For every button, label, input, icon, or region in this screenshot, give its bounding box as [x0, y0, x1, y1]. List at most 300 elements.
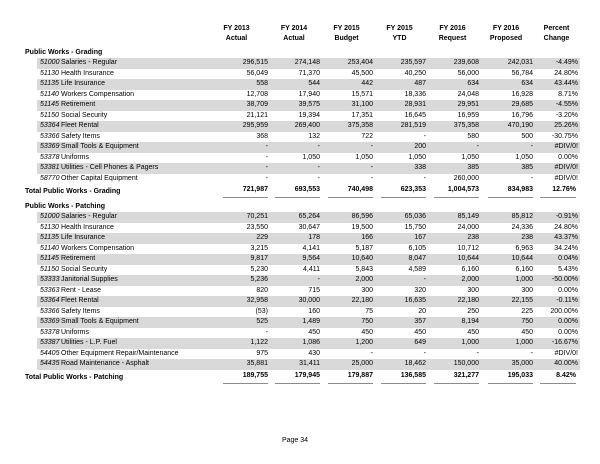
account-code: 53333	[40, 276, 60, 283]
value-cell: 22,180	[426, 296, 479, 307]
table-row	[25, 244, 580, 255]
section-total-row	[25, 184, 580, 198]
row-label-cell	[37, 307, 205, 318]
account-code: 53366	[40, 132, 60, 140]
value-cell: 24,048	[457, 90, 479, 98]
value-cell: 296,515	[205, 58, 268, 69]
value-cell: 229	[205, 233, 268, 244]
account-code: 53387	[40, 339, 60, 346]
value-cell: 375,358	[426, 121, 479, 132]
total-label: Total Public Works - Patching	[25, 373, 124, 381]
percent-cell: 24.80%	[554, 69, 578, 77]
value-cell: 500	[521, 132, 533, 140]
value-cell: 18,462	[373, 359, 426, 370]
value-cell: 6,963	[515, 244, 533, 252]
value-cell: -	[265, 174, 268, 182]
value-cell: 450	[521, 328, 533, 336]
row-label: Small Tools & Equipment	[61, 143, 139, 150]
account-code: 53369	[40, 143, 60, 150]
row-indent	[25, 90, 37, 101]
total-value: 189,755	[223, 370, 268, 384]
value-cell: 250	[467, 307, 479, 315]
row-label-cell	[37, 328, 205, 339]
value-cell: 715	[308, 286, 320, 294]
value-cell: 56,784	[511, 69, 533, 77]
value-cell: 38,709	[205, 100, 268, 111]
table-row	[25, 338, 580, 349]
value-cell: 750	[320, 317, 373, 328]
account-code: 54435	[40, 360, 60, 367]
value-cell: 235,597	[373, 58, 426, 69]
row-label-cell	[37, 223, 205, 234]
value-cell: 295,959	[205, 121, 268, 132]
value-cell: 242,031	[479, 58, 533, 69]
table-row	[25, 153, 580, 164]
value-cell: 1,086	[268, 338, 320, 349]
value-cell: 85,149	[426, 212, 479, 223]
value-cell: -	[265, 153, 268, 161]
table-row	[25, 233, 580, 244]
value-cell: 1,122	[205, 338, 268, 349]
section-header-row	[25, 201, 580, 212]
row-indent	[25, 328, 37, 339]
value-cell: 2,000	[426, 275, 479, 286]
percent-cell: 0.00%	[558, 328, 578, 336]
value-cell: 470,190	[479, 121, 533, 132]
value-cell: 1,050	[302, 153, 320, 161]
row-label: Small Tools & Equipment	[61, 318, 139, 325]
total-value-cell	[268, 370, 320, 384]
row-indent	[25, 132, 37, 143]
value-cell: 225	[521, 307, 533, 315]
value-cell: 75	[365, 307, 373, 315]
account-code: 51140	[40, 244, 59, 252]
value-cell: -	[268, 142, 320, 153]
value-cell: 442	[320, 79, 373, 90]
value-cell: 975	[256, 349, 268, 357]
value-cell: 430	[308, 349, 320, 357]
percent-cell: 43.37%	[533, 233, 580, 244]
account-code: 53363	[40, 286, 60, 294]
row-label: Other Capital Equipment	[61, 174, 138, 182]
header-spacer	[25, 24, 205, 47]
percent-cell: -3.20%	[555, 111, 578, 119]
table-row	[25, 307, 580, 318]
row-label-cell	[37, 286, 205, 297]
value-cell: 166	[320, 233, 373, 244]
value-cell: -	[426, 142, 479, 153]
account-code: 51150	[40, 265, 59, 273]
value-cell: 5,187	[355, 244, 373, 252]
total-value-cell	[373, 370, 426, 384]
table-row	[25, 121, 580, 132]
percent-cell: 0.00%	[533, 317, 580, 328]
account-code: 51150	[40, 111, 59, 119]
percent-cell: -4.49%	[533, 58, 580, 69]
value-cell: 35,000	[479, 359, 533, 370]
value-cell: 260,000	[453, 174, 479, 182]
percent-cell: 34.24%	[554, 244, 578, 252]
row-label: Social Security	[61, 265, 108, 273]
value-cell: 24,000	[457, 223, 479, 231]
total-percent-cell	[533, 370, 580, 384]
value-cell: 649	[373, 338, 426, 349]
row-label-cell	[37, 142, 205, 153]
total-value: 321,277	[434, 370, 479, 384]
value-cell: 1,000	[426, 338, 479, 349]
value-cell: 56,049	[246, 69, 268, 77]
value-cell: 1,050	[461, 153, 479, 161]
table-row	[25, 90, 580, 101]
row-label-cell	[37, 349, 205, 360]
row-label: Retirement	[61, 101, 96, 108]
row-label-cell	[37, 212, 205, 223]
value-cell: 31,411	[268, 359, 320, 370]
value-cell: 487	[373, 79, 426, 90]
column-header-row	[25, 24, 580, 47]
row-indent	[25, 142, 37, 153]
row-label-cell	[37, 69, 205, 80]
row-label-cell	[37, 275, 205, 286]
account-code: 51135	[40, 80, 59, 87]
value-cell: 269,400	[268, 121, 320, 132]
value-cell: 3,215	[250, 244, 268, 252]
spacer-row	[25, 384, 580, 387]
value-cell: 4,411	[303, 265, 320, 273]
total-value: 834,983	[488, 184, 533, 198]
value-cell: 32,958	[205, 296, 268, 307]
column-header: FY 2013 Actual	[223, 25, 250, 42]
value-cell: 30,000	[268, 296, 320, 307]
row-label: Safety Items	[61, 132, 100, 140]
percent-cell: 40.00%	[533, 359, 580, 370]
value-cell: -	[476, 349, 479, 357]
value-cell: 19,394	[298, 111, 320, 119]
value-cell: 6,160	[461, 265, 479, 273]
value-cell: -	[370, 349, 373, 357]
column-header: FY 2015 YTD	[386, 25, 413, 42]
value-cell: -	[320, 142, 373, 153]
total-value-cell	[320, 370, 373, 384]
percent-cell: 5.43%	[558, 265, 578, 273]
account-code: 54405	[40, 349, 60, 357]
value-cell: 10,640	[320, 254, 373, 265]
value-cell: 15,571	[351, 90, 373, 98]
table-row	[25, 69, 580, 80]
value-cell: 385	[426, 163, 479, 174]
total-value-cell	[205, 370, 268, 384]
percent-cell: -0.91%	[533, 212, 580, 223]
row-label: Janitorial Supplies	[61, 276, 118, 283]
row-label: Utilities - L.P. Fuel	[61, 339, 117, 346]
column-header: FY 2016 Proposed	[489, 25, 523, 42]
value-cell: 580	[467, 132, 479, 140]
value-cell: 750	[479, 317, 533, 328]
value-cell: -	[530, 174, 533, 182]
row-label: Utilities - Cell Phones & Pagers	[61, 164, 159, 171]
value-cell: 9,817	[205, 254, 268, 265]
total-value: 623,353	[381, 184, 426, 198]
row-indent	[25, 79, 37, 90]
value-cell: 4,589	[408, 265, 426, 273]
total-value-cell	[205, 184, 268, 198]
percent-cell: 43.44%	[533, 79, 580, 90]
total-value-cell	[373, 184, 426, 198]
account-code: 53378	[40, 153, 60, 161]
table-row	[25, 349, 580, 360]
value-cell: -	[205, 142, 268, 153]
value-cell: 8,194	[426, 317, 479, 328]
value-cell: 1,050	[515, 153, 533, 161]
account-code: 51000	[40, 59, 60, 66]
total-value: 1,004,573	[434, 184, 479, 198]
account-code: 51140	[40, 90, 59, 98]
total-value: 740,498	[328, 184, 373, 198]
value-cell: 20	[418, 307, 426, 315]
section-title: Public Works - Patching	[25, 203, 105, 210]
value-cell: 132	[308, 132, 320, 140]
value-cell: (53)	[255, 307, 268, 315]
value-cell: 16,645	[404, 111, 426, 119]
table-row	[25, 212, 580, 223]
total-value-cell	[479, 184, 533, 198]
percent-cell: 25.26%	[533, 121, 580, 132]
value-cell: 300	[521, 286, 533, 294]
value-cell: 17,940	[298, 90, 320, 98]
percent-cell: -4.55%	[533, 100, 580, 111]
row-label: Workers Compensation	[61, 244, 135, 252]
row-label: Fleet Rental	[61, 122, 99, 129]
value-cell: 23,550	[246, 223, 268, 231]
value-cell: 16,928	[511, 90, 533, 98]
percent-cell: #DIV/0!	[554, 349, 578, 357]
percent-cell: 0.00%	[558, 153, 578, 161]
row-indent	[25, 338, 37, 349]
value-cell: 1,200	[320, 338, 373, 349]
row-label-cell	[37, 132, 205, 143]
row-label: Rent - Lease	[61, 286, 102, 294]
row-label: Workers Compensation	[61, 90, 135, 98]
percent-cell: 8.71%	[558, 90, 578, 98]
row-indent	[25, 100, 37, 111]
value-cell: 65,036	[373, 212, 426, 223]
value-cell: 320	[414, 286, 426, 294]
value-cell: 338	[373, 163, 426, 174]
total-percent-cell	[533, 184, 580, 198]
total-label: Total Public Works - Grading	[25, 188, 121, 195]
value-cell: 300	[361, 286, 373, 294]
value-cell: 12,708	[246, 90, 268, 98]
table-row	[25, 174, 580, 185]
value-cell: 368	[256, 132, 268, 140]
section-title: Public Works - Grading	[25, 49, 103, 56]
account-code: 53369	[40, 318, 60, 325]
percent-cell: 24.80%	[554, 223, 578, 231]
total-value: 721,987	[223, 184, 268, 198]
section-header-row	[25, 47, 580, 58]
value-cell: 450	[414, 328, 426, 336]
value-cell: 167	[373, 233, 426, 244]
table-row	[25, 132, 580, 143]
value-cell: 28,931	[373, 100, 426, 111]
row-label-cell	[37, 338, 205, 349]
total-value-cell	[320, 184, 373, 198]
row-indent	[25, 254, 37, 265]
percent-cell: -16.67%	[533, 338, 580, 349]
row-label-cell	[37, 296, 205, 307]
value-cell: 634	[479, 79, 533, 90]
value-cell: 544	[268, 79, 320, 90]
value-cell: 21,121	[246, 111, 268, 119]
table-row	[25, 142, 580, 153]
value-cell: 1,000	[479, 338, 533, 349]
table-row	[25, 58, 580, 69]
total-value: 136,585	[381, 370, 426, 384]
column-header: FY 2014 Actual	[280, 25, 308, 42]
value-cell: 24,336	[511, 223, 533, 231]
row-label: Road Maintenance - Asphalt	[61, 360, 149, 367]
account-code: 53364	[40, 297, 60, 304]
value-cell: 29,685	[479, 100, 533, 111]
table-row	[25, 359, 580, 370]
value-cell: 39,575	[268, 100, 320, 111]
total-value-cell	[268, 184, 320, 198]
account-code: 53364	[40, 122, 60, 129]
value-cell: 178	[268, 233, 320, 244]
row-label: Salaries - Regular	[61, 59, 118, 66]
value-cell: -	[205, 163, 268, 174]
value-cell: 19,500	[351, 223, 373, 231]
row-indent	[25, 174, 37, 185]
account-code: 53381	[40, 164, 60, 171]
value-cell: 5,236	[205, 275, 268, 286]
table-row	[25, 296, 580, 307]
row-label-cell	[37, 233, 205, 244]
row-indent	[25, 244, 37, 255]
row-label-cell	[37, 265, 205, 276]
value-cell: 450	[467, 328, 479, 336]
row-indent	[25, 153, 37, 164]
row-indent	[25, 275, 37, 286]
table-row	[25, 100, 580, 111]
row-indent	[25, 163, 37, 174]
value-cell: 71,370	[298, 69, 320, 77]
value-cell: -	[423, 174, 426, 182]
row-indent	[25, 58, 37, 69]
value-cell: 25,000	[320, 359, 373, 370]
row-label-cell	[37, 244, 205, 255]
value-cell: 56,000	[457, 69, 479, 77]
value-cell: 525	[205, 317, 268, 328]
row-indent	[25, 212, 37, 223]
value-cell: 10,712	[457, 244, 479, 252]
value-cell: 40,250	[404, 69, 426, 77]
row-label: Health Insurance	[61, 223, 114, 231]
value-cell: -	[317, 174, 320, 182]
value-cell: -	[479, 142, 533, 153]
value-cell: 35,881	[205, 359, 268, 370]
total-value: 693,553	[275, 184, 320, 198]
row-indent	[25, 265, 37, 276]
row-indent	[25, 307, 37, 318]
value-cell: 238	[479, 233, 533, 244]
percent-cell: 0.00%	[558, 286, 578, 294]
total-value: 179,887	[328, 370, 373, 384]
row-label-cell	[37, 90, 205, 101]
row-indent	[25, 69, 37, 80]
value-cell: 16,959	[457, 111, 479, 119]
value-cell: 300	[467, 286, 479, 294]
account-code: 51145	[40, 255, 59, 262]
row-label: Life Insurance	[61, 80, 105, 87]
percent-cell: 200.00%	[550, 307, 578, 315]
account-code: 53366	[40, 307, 60, 315]
value-cell: 274,148	[268, 58, 320, 69]
row-label-cell	[37, 317, 205, 328]
page-number: Page 34	[281, 437, 309, 444]
value-cell: -	[265, 328, 268, 336]
value-cell: 10,644	[426, 254, 479, 265]
value-cell: 5,843	[355, 265, 373, 273]
row-indent	[25, 233, 37, 244]
value-cell: 29,951	[426, 100, 479, 111]
value-cell: 85,812	[479, 212, 533, 223]
value-cell: 45,500	[351, 69, 373, 77]
value-cell: 253,404	[320, 58, 373, 69]
row-label-cell	[37, 58, 205, 69]
row-label: Other Equipment Repair/Maintenance	[61, 349, 179, 357]
total-value: 12.76%	[540, 184, 576, 198]
value-cell: 16,796	[511, 111, 533, 119]
value-cell: -	[320, 163, 373, 174]
value-cell: 385	[479, 163, 533, 174]
total-value: 179,945	[275, 370, 320, 384]
total-value: 195,033	[488, 370, 533, 384]
value-cell: 8,047	[373, 254, 426, 265]
row-label-cell	[37, 153, 205, 164]
table-row	[25, 265, 580, 276]
value-cell: 1,000	[479, 275, 533, 286]
value-cell: 10,644	[479, 254, 533, 265]
value-cell: -	[268, 275, 320, 286]
row-label: Life Insurance	[61, 234, 105, 241]
row-indent	[25, 223, 37, 234]
value-cell: 70,251	[205, 212, 268, 223]
table-header	[25, 24, 580, 47]
value-cell: 200	[373, 142, 426, 153]
budget-table	[25, 24, 580, 387]
value-cell: 357	[373, 317, 426, 328]
account-code: 53378	[40, 328, 60, 336]
value-cell: 4,141	[302, 244, 320, 252]
row-label: Fleet Rental	[61, 297, 99, 304]
value-cell: -	[530, 349, 533, 357]
total-value-cell	[426, 184, 479, 198]
value-cell: 5,230	[250, 265, 268, 273]
value-cell: 30,647	[298, 223, 320, 231]
value-cell: 16,635	[373, 296, 426, 307]
row-indent	[25, 359, 37, 370]
value-cell: -	[423, 349, 426, 357]
table-row	[25, 223, 580, 234]
section-total-row	[25, 370, 580, 384]
row-label: Safety Items	[61, 307, 100, 315]
percent-cell: -50.00%	[533, 275, 580, 286]
spacer-cell	[25, 384, 580, 387]
row-label-cell	[37, 100, 205, 111]
column-header: Percent Change	[543, 25, 570, 42]
row-indent	[25, 111, 37, 122]
